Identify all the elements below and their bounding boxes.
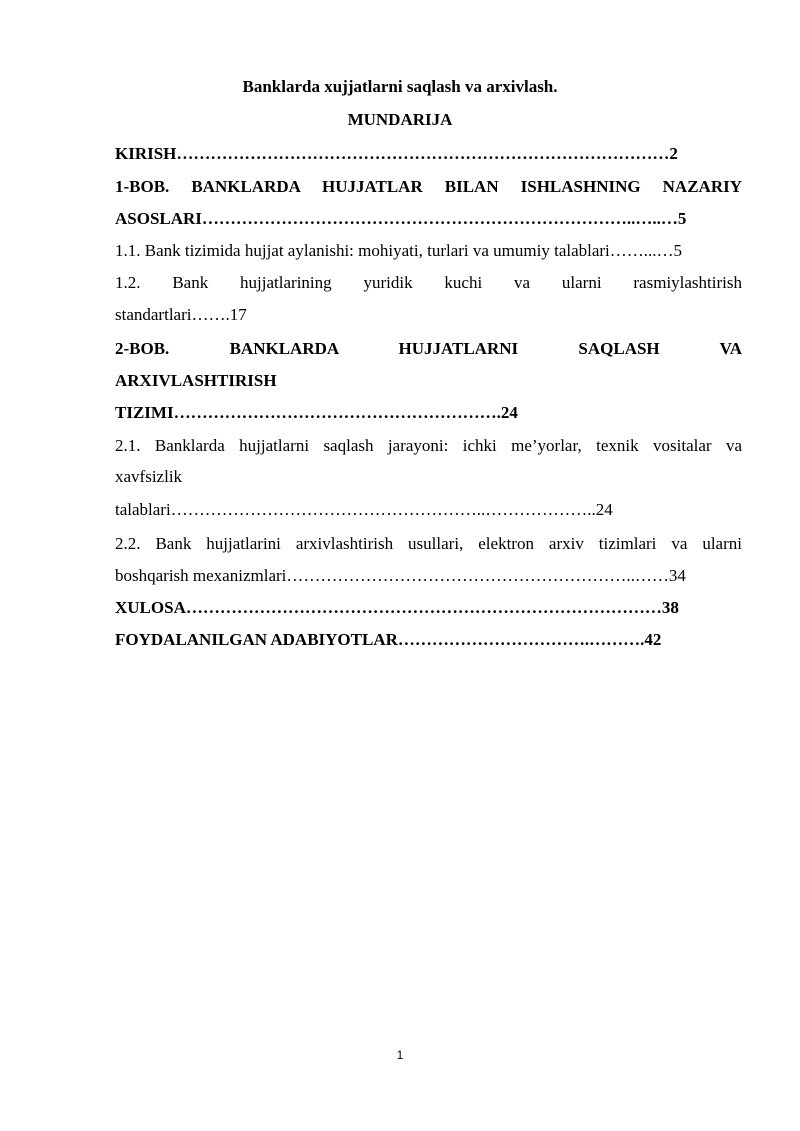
toc-entry-xulosa: XULOSA…………………………………………………………………………38	[115, 598, 679, 617]
toc-entry-bob2-line1: 2-BOB. BANKLARDA HUJJATLARNI SAQLASH VA	[115, 339, 742, 358]
toc-entry-1-1: 1.1. Bank tizimida hujjat aylanishi: mohiyati, turlari va umumiy talablari……...…5	[115, 241, 683, 260]
toc-entry-kirish: KIRISH……………………………………………………………………………2	[115, 144, 678, 163]
toc-entry-2-2-line2: boshqarish mexanizmlari……………………………………………………..……34	[115, 566, 686, 585]
toc-entry-bob2-line2: ARXIVLASHTIRISH	[115, 371, 277, 390]
toc-heading: MUNDARIJA	[347, 110, 453, 129]
toc-entry-bob1-line2: ASOSLARI…………………………………………………………………..…..…5	[115, 209, 687, 228]
toc-entry-bob2-line3: TIZIMI………………………………………………….24	[115, 403, 518, 422]
toc-entry-2-2-line1: 2.2. Bank hujjatlarini arxivlashtirish usullari, elektron arxiv tizimlari va ularni	[115, 534, 742, 553]
document-title: Banklarda xujjatlarni saqlash va arxivlash.	[242, 77, 558, 96]
toc-entry-2-1-line2: xavfsizlik	[115, 467, 183, 486]
toc-entry-adabiyotlar: FOYDALANILGAN ADABIYOTLAR…………………………….……….42	[115, 630, 662, 649]
toc-entry-2-1-line1: 2.1. Banklarda hujjatlarni saqlash jarayoni: ichki me’yorlar, texnik vositalar va	[115, 436, 742, 455]
toc-entry-1-2-line2: standartlari…….17	[115, 305, 247, 324]
toc-entry-2-1-line3: talablari………………………………………………..………………..24	[115, 500, 613, 519]
page-number: 1	[396, 1048, 404, 1062]
toc-entry-1-2-line1: 1.2. Bank hujjatlarining yuridik kuchi va ularni rasmiylashtirish	[115, 273, 742, 292]
toc-entry-bob1-line1: 1-BOB. BANKLARDA HUJJATLAR BILAN ISHLASHNING NAZARIY	[115, 177, 742, 196]
